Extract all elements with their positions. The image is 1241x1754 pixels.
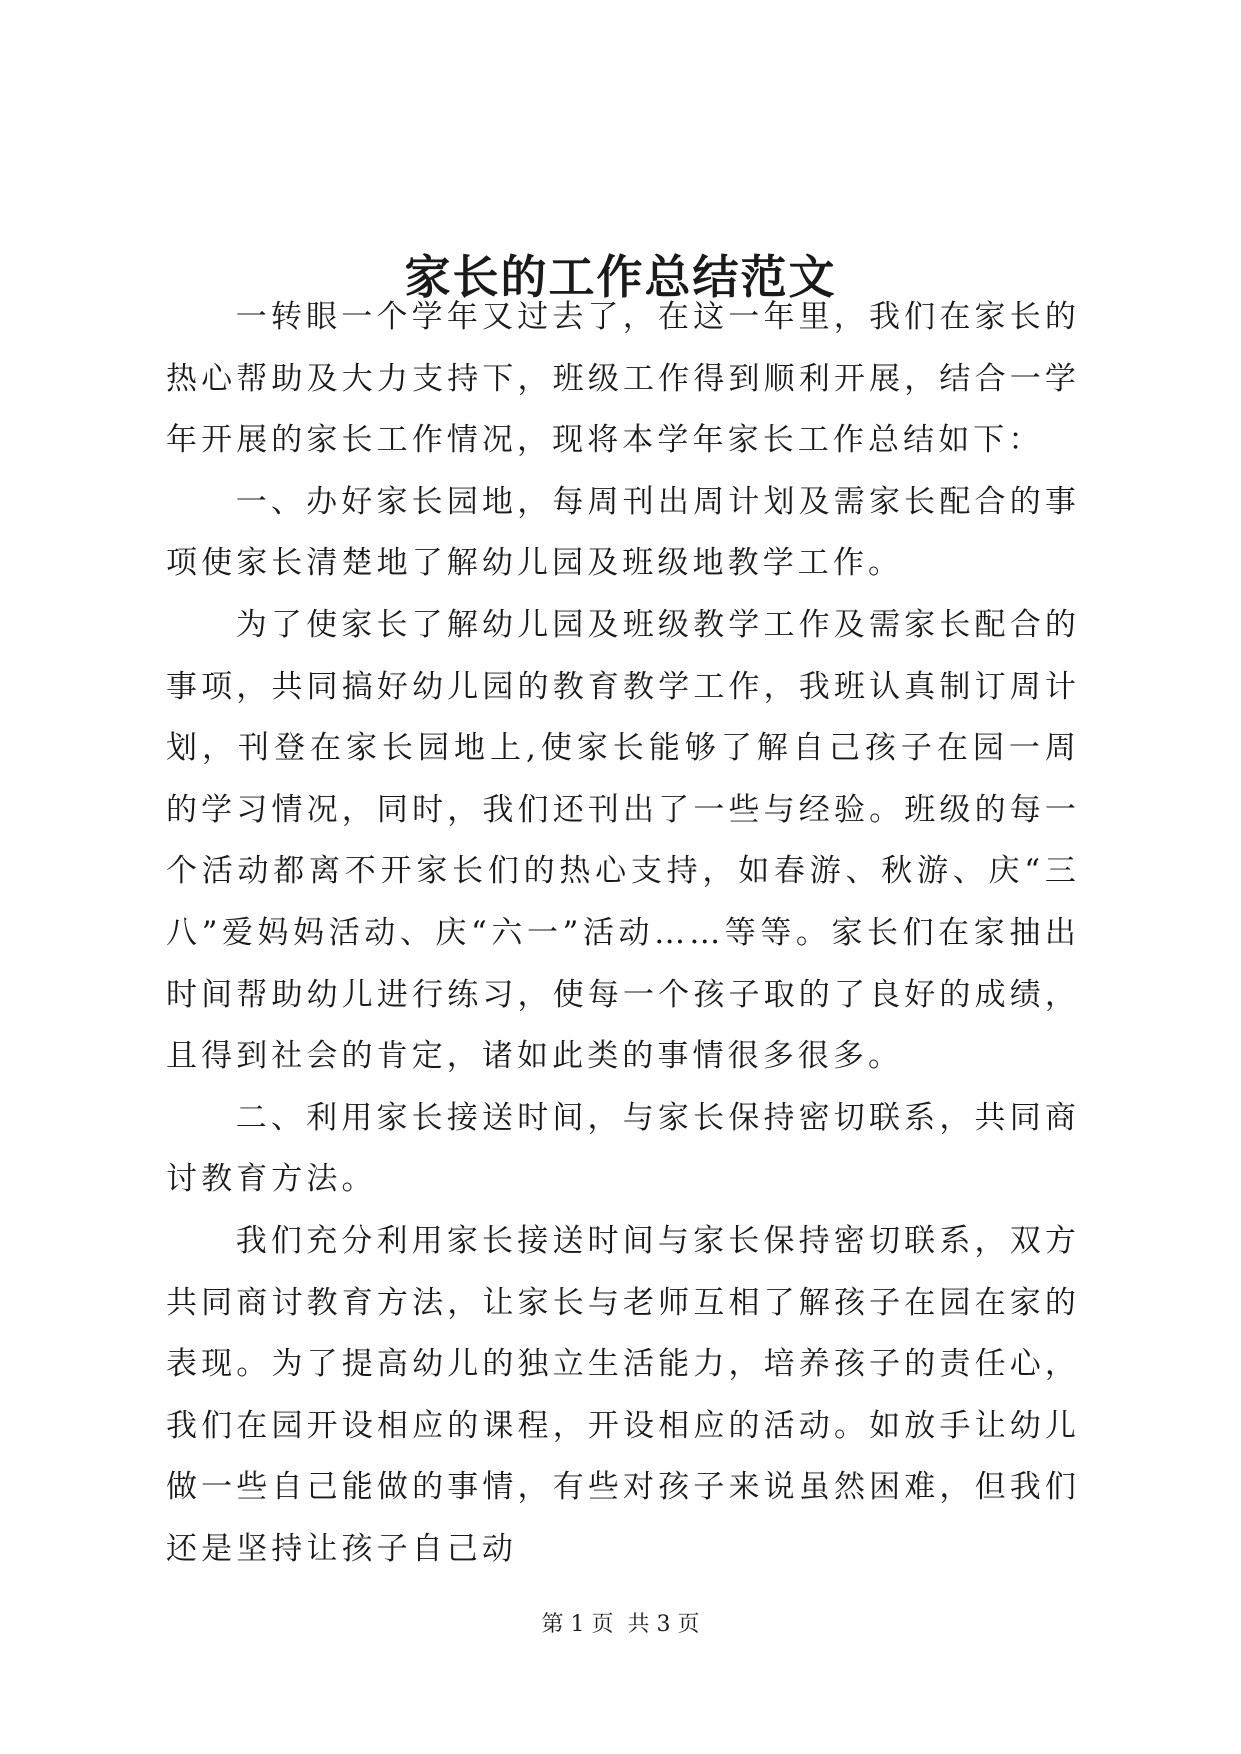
paragraph-intro: 一转眼一个学年又过去了，在这一年里，我们在家长的热心帮助及大力支持下，班级工作得到顺利开展，结合一学年开展的家长工作情况，现将本学年家长工作总结如下： — [166, 299, 1080, 459]
paragraph-section-2-detail: 我们充分利用家长接送时间与家长保持密切联系，双方共同商讨教育方法，让家长与老师互相了解孩子在园在家的表现。为了提高幼儿的独立生活能力，培养孩子的责任心，我们在园开设相应的课程，开设相应的活动。如放手让幼儿做一些自己能做的事情，有些对孩子来说虽然困难，但我们还是坚持让孩子自己动 — [166, 1222, 1080, 1567]
document-title: 家长的工作总结范文 — [404, 249, 837, 304]
page-number-label: 第 1 页 共 3 页 — [541, 1612, 700, 1637]
paragraph-section-1-heading: 一、办好家长园地，每周刊出周计划及需家长配合的事项使家长清楚地了解幼儿园及班级地教学工作。 — [166, 483, 1080, 582]
page-footer — [0, 1610, 1241, 1640]
paragraph-section-2-heading: 二、利用家长接送时间，与家长保持密切联系，共同商讨教育方法。 — [166, 1099, 1080, 1198]
paragraph-section-1-detail: 为了使家长了解幼儿园及班级教学工作及需家长配合的事项，共同搞好幼儿园的教育教学工作，我班认真制订周计划，刊登在家长园地上,使家长能够了解自己孩子在园一周的学习情况，同时，我们还刊出了一些与经验。班级的每一个活动都离不开家长们的热心支持，如春游、秋游、庆“三八”爱妈妈活动、庆“六一”活动……等等。家长们在家抽出时间帮助幼儿进行练习，使每一个孩子取的了良好的成绩，且得到社会的肯定，诸如此类的事情很多很多。 — [166, 606, 1080, 1075]
document-body — [166, 287, 1080, 1580]
